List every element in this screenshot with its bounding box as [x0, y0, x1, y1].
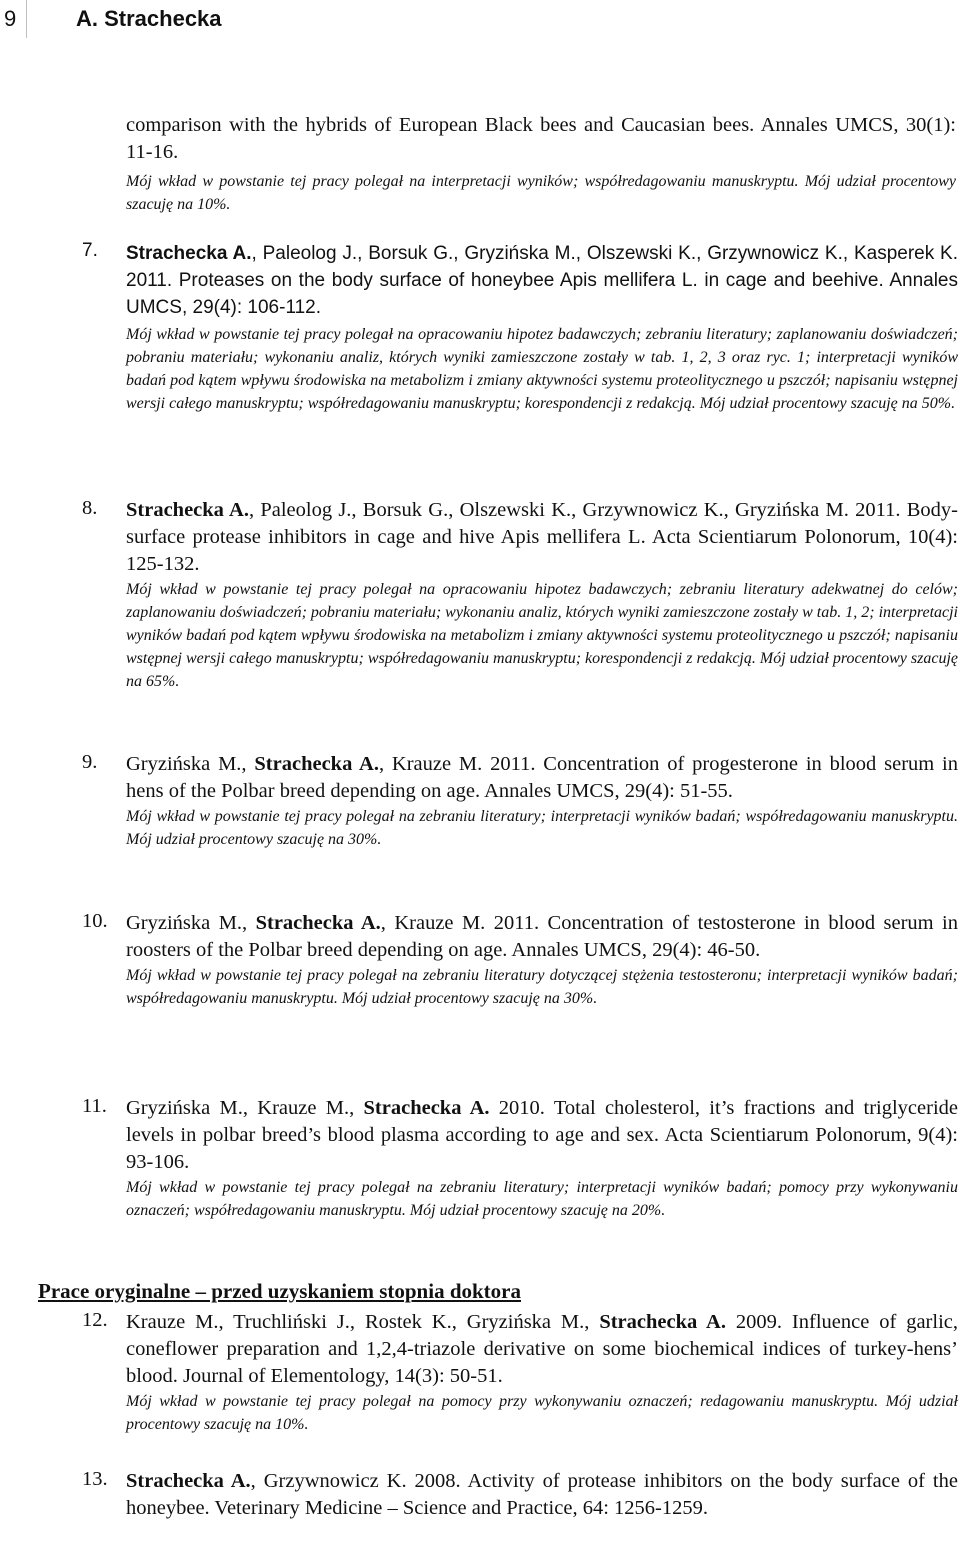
- entry-citation: [126, 1095, 958, 1176]
- entry-author-highlight: Strachecka A.: [126, 499, 249, 521]
- entry-contribution-note: Mój wkład w powstanie tej pracy polegał na opracowaniu hipotez badawczych; zebraniu literatury; zaplanowaniu doświadczeń; pobraniu materiału; wykonaniu analiz, których wyniki zamieszczone zostały w tab. 1, 2, 3 oraz ryc. 1; interpretacji wyników badań pod kątem wpływu środowiska na metabolizm i zmiany aktywności systemu proteolitycznego u pszczół; napisaniu wstępnej wersji całego manuskryptu; współredagowaniu manuskryptu; korespondencji z redakcją. Mój udział procentowy szacuję na 50%.: [126, 326, 958, 412]
- entry-citation: [126, 910, 958, 964]
- entry-citation: [126, 497, 958, 578]
- entry-citation-rest: 2009. Influence of garlic, coneflower preparation and 1,2,4-triazole derivative on some biochemical indices of turkey-hens’ blood. Journal of Elementology, 14(3): 50-51.: [126, 1311, 958, 1387]
- entry-citation-rest: 2010. Total cholesterol, it’s fractions and triglyceride levels in polbar breed’s blood plasma according to age and sex. Acta Scientiarum Polonorum, 9(4): 93-106.: [126, 1097, 959, 1173]
- page-header: [0, 0, 960, 40]
- entry-citation-rest: , Paleolog J., Borsuk G., Olszewski K., Grzywnowicz K., Gryzińska M. 2011. Body-surface protease inhibitors in cage and hive Apis mellifera L. Acta Scientiarum Polonorum, 10(4): 125-132.: [126, 499, 958, 575]
- publication-entry: [82, 497, 958, 693]
- continued-citation: comparison with the hybrids of European Black bees and Caucasian bees. Annales UMCS, 30(1): 11-16.: [126, 114, 956, 163]
- entry-author-highlight: Strachecka A.: [255, 912, 381, 934]
- entry-citation: [126, 1309, 958, 1390]
- entry-citation-rest: , Krauze M. 2011. Concentration of testosterone in blood serum in roosters of the Polbar breed depending on age. Annales UMCS, 29(4): 46-50.: [126, 912, 958, 961]
- entry-author-highlight: Strachecka A.: [599, 1311, 726, 1333]
- entry-author-highlight: Strachecka A.: [363, 1097, 490, 1119]
- entry-author-highlight: Strachecka A.: [254, 753, 379, 775]
- entry-contribution-note: Mój wkład w powstanie tej pracy polegał na opracowaniu hipotez badawczych; zebraniu literatury adekwatnej do celów; zaplanowaniu doświadczeń; pobraniu materiału; wykonaniu analiz, których wyniki zamieszczone zostały w tab. 1, 2; interpretacji wyników badań pod kątem wpływu środowiska na metabolizm i zmiany aktywności systemu proteolitycznego u pszczół; napisaniu wstępnej wersji całego manuskryptu; współredagowaniu manuskryptu; korespondencji z redakcją. Mój udział procentowy szacuję na 65%.: [126, 581, 958, 690]
- entry-number: 11.: [82, 1095, 107, 1117]
- entry-contribution-note: Mój wkład w powstanie tej pracy polegał na zebraniu literatury dotyczącej stężenia testosteronu; interpretacji wyników badań; współredagowaniu manuskryptu. Mój udział procentowy szacuję na 30%.: [126, 967, 958, 1007]
- entry-authors-lead: Gryzińska M., Krauze M.,: [126, 1097, 364, 1119]
- entry-number: 9.: [82, 751, 98, 773]
- entry-author-highlight: Strachecka A.: [126, 243, 252, 264]
- entry-authors-lead: Krauze M., Truchliński J., Rostek K., Gryzińska M.,: [126, 1311, 600, 1333]
- entry-number: 10.: [82, 910, 108, 932]
- entry-citation: [126, 240, 958, 321]
- publication-entry: [82, 751, 958, 851]
- header-author: A. Strachecka: [76, 6, 222, 31]
- section-heading: Prace oryginalne – przed uzyskaniem stopnia doktora: [38, 1279, 521, 1303]
- publication-entry: [82, 1095, 958, 1222]
- entry-number: 13.: [82, 1468, 108, 1490]
- entry-citation-rest: , Krauze M. 2011. Concentration of progesterone in blood serum in hens of the Polbar breed depending on age. Annales UMCS, 29(4): 51-55.: [126, 753, 958, 802]
- entry-authors-lead: Gryzińska M.,: [126, 753, 255, 775]
- entry-citation-rest: , Grzywnowicz K. 2008. Activity of protease inhibitors on the body surface of the honeybee. Veterinary Medicine – Science and Practice, 64: 1256-1259.: [126, 1470, 958, 1519]
- publication-entry: [82, 1309, 958, 1436]
- entry-contribution-note: Mój wkład w powstanie tej pracy polegał na zebraniu literatury; interpretacji wyników badań; pomocy przy wykonywaniu oznaczeń; współredagowaniu manuskryptu. Mój udział procentowy szacuję na 20%.: [126, 1179, 958, 1219]
- entry-number: 8.: [82, 497, 98, 519]
- entry-citation: [126, 751, 958, 805]
- publication-entry: [82, 910, 958, 1010]
- header-divider: [26, 0, 27, 38]
- continued-contribution-note: Mój wkład w powstanie tej pracy polegał na interpretacji wyników; współredagowaniu manuskryptu. Mój udział procentowy szacuję na 10%.: [126, 173, 956, 213]
- entry-number: 12.: [82, 1309, 108, 1331]
- entry-contribution-note: Mój wkład w powstanie tej pracy polegał na pomocy przy wykonywaniu oznaczeń; redagowaniu manuskryptu. Mój udział procentowy szacuję na 10%.: [126, 1393, 958, 1433]
- publication-entry: [82, 1468, 958, 1522]
- publication-entry: [82, 240, 958, 415]
- entry-citation-rest: , Paleolog J., Borsuk G., Gryzińska M., Olszewski K., Grzywnowicz K., Kasperek K. 2011. Proteases on the body surface of honeybee Apis mellifera L. in cage and beehive. Annales UMCS, 29(4): 106-112.: [126, 243, 958, 318]
- entry-number: 7.: [82, 240, 98, 261]
- entry-authors-lead: Gryzińska M.,: [126, 912, 256, 934]
- entry-contribution-note: Mój wkład w powstanie tej pracy polegał na zebraniu literatury; interpretacji wyników badań; współredagowaniu manuskryptu. Mój udział procentowy szacuję na 30%.: [126, 808, 958, 848]
- entry-author-highlight: Strachecka A.: [126, 1470, 251, 1492]
- page-number: 9: [4, 6, 17, 31]
- entry-citation: [126, 1468, 958, 1522]
